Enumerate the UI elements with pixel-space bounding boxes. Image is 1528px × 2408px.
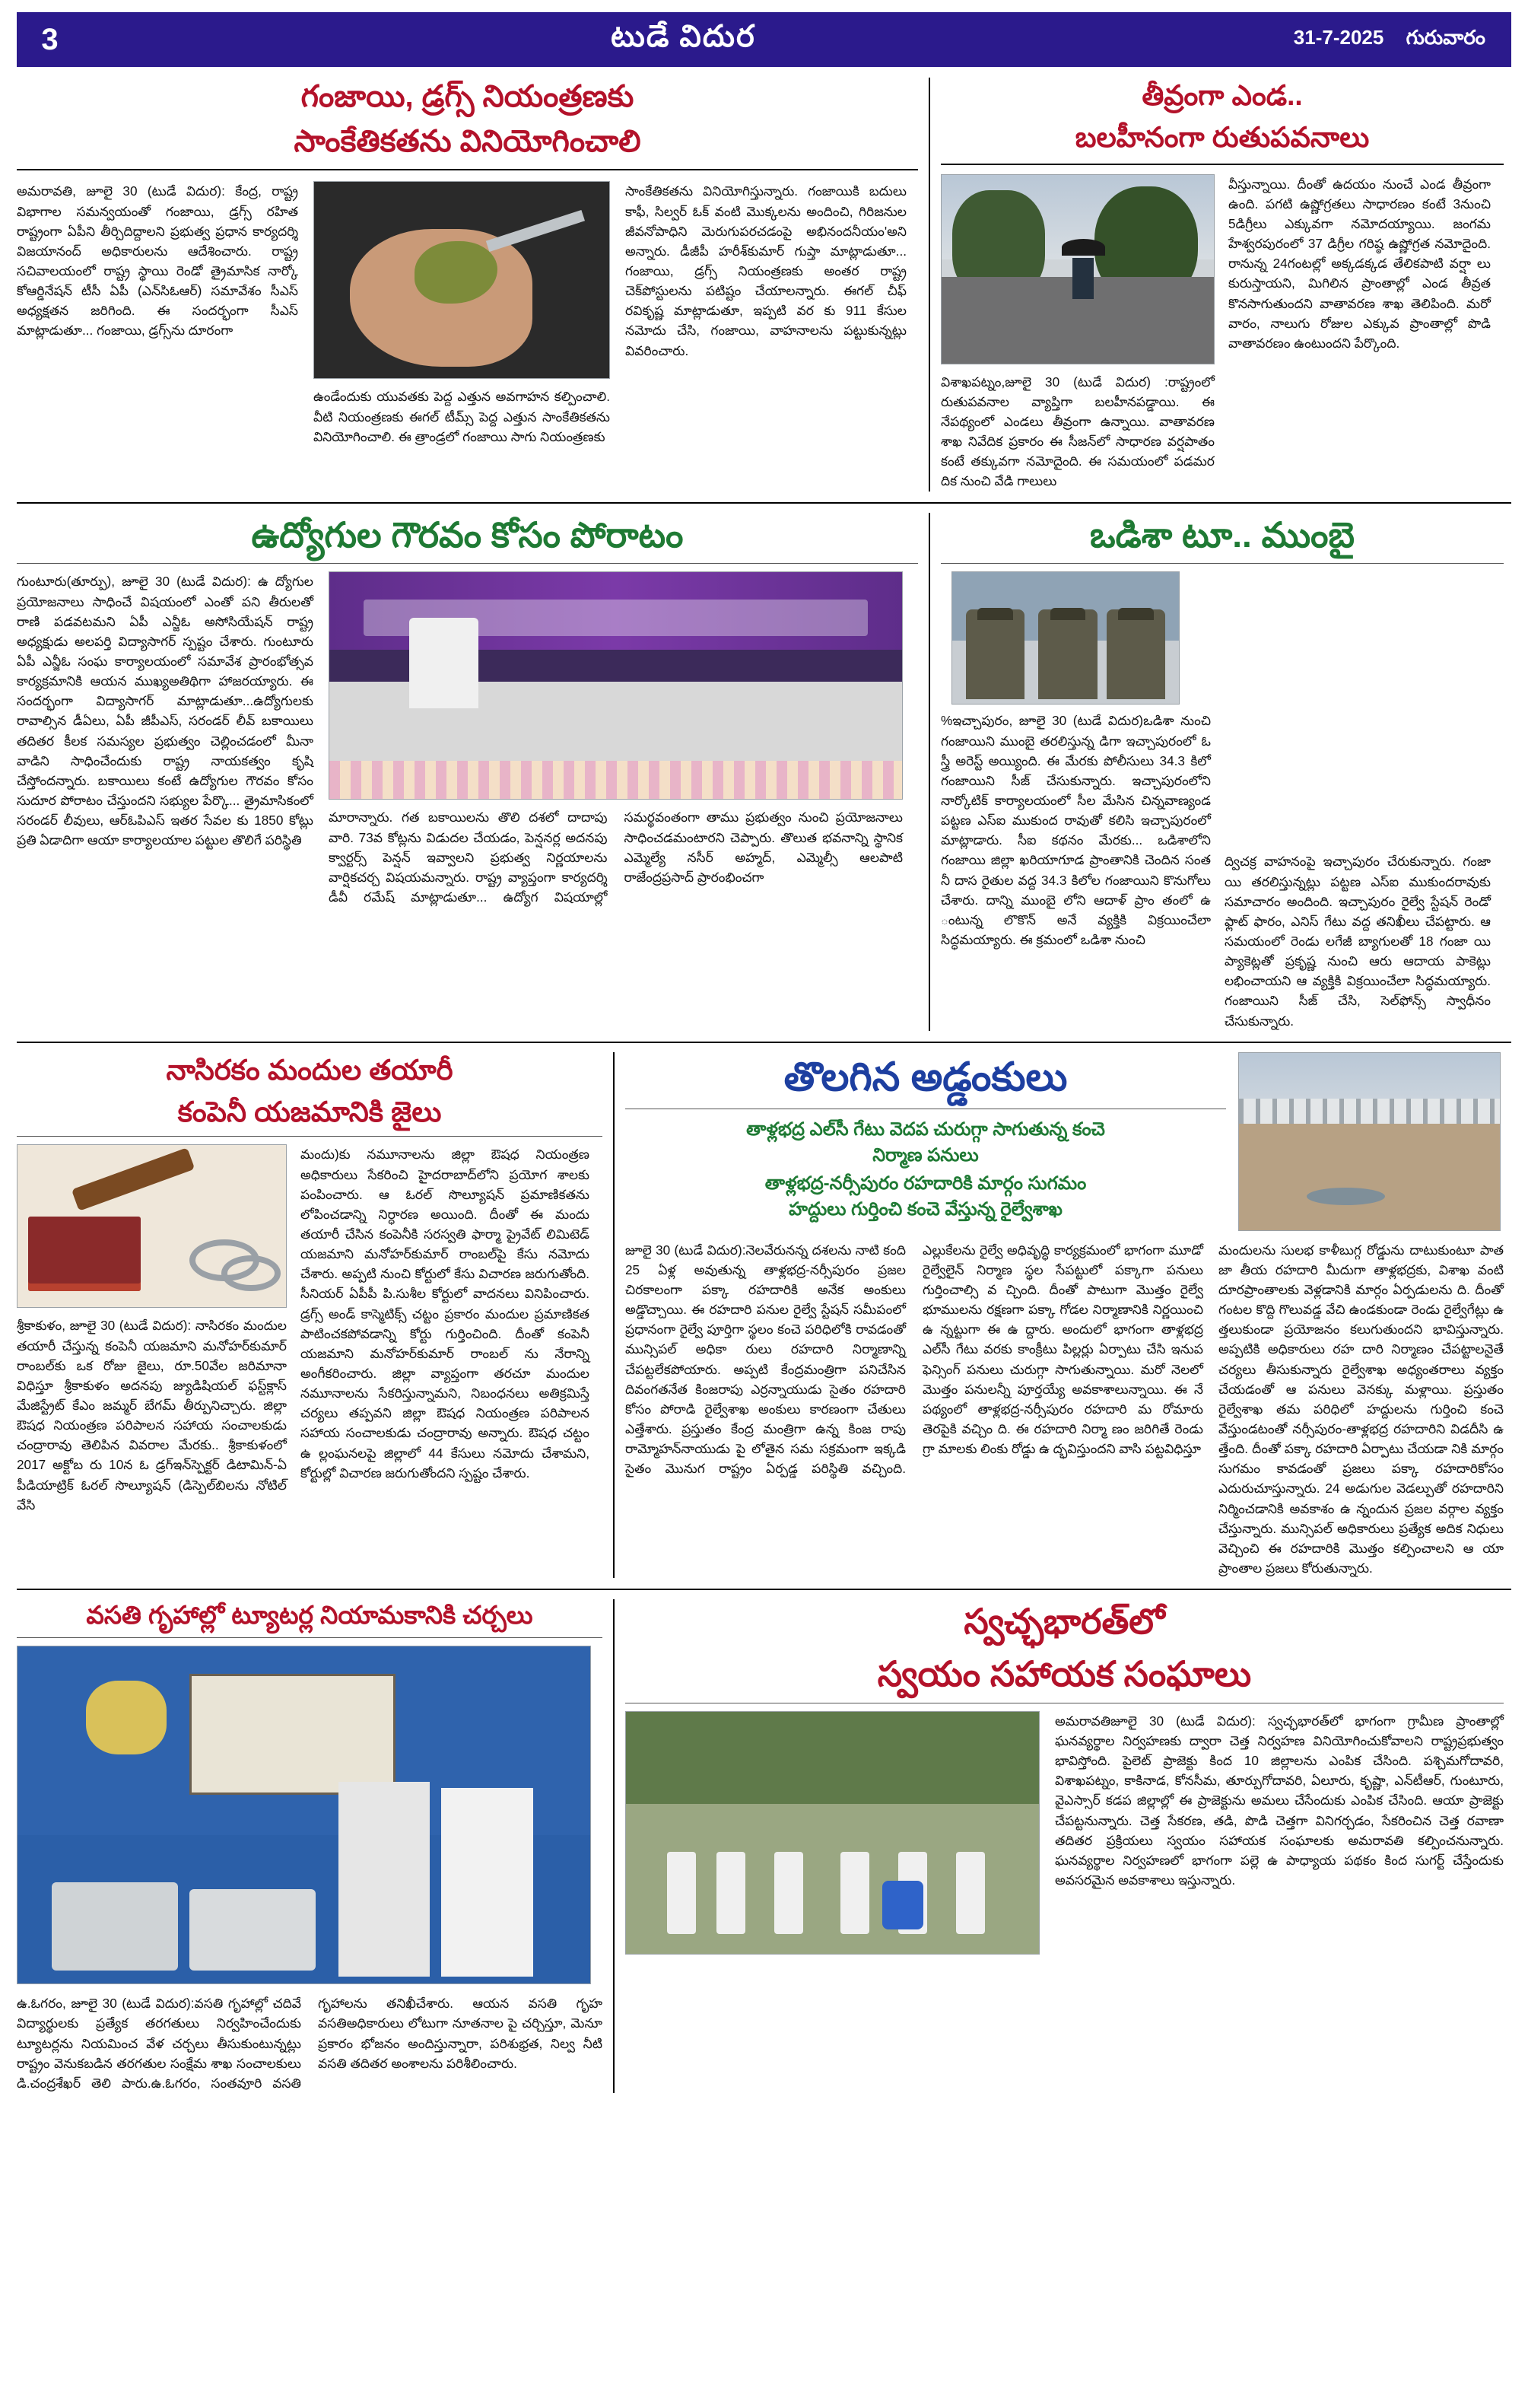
third-row [17, 1052, 1511, 1578]
divider [17, 1637, 602, 1638]
weekday-text: గురువారం [1406, 25, 1485, 49]
article6-col1: జూలై 30 (టుడే విదుర):నెలవేరునన్న దశలను నాటి కంది 25 ఏళ్ల అవుతున్న తాళ్లభద్ర-నర్సీపురం ప్రజల చిరకాలంగా పక్కా రహదారికి అనేక అంకులు అడ్డొచ్చాయి. ఈ రహదారి పనుల రైల్వే స్టేషన్ సమీపంలో ప్రధానంగా రైల్వే పూర్తిగా స్థలం కంచె పరిధిలోకి రావడంతో మున్సిపల్ అధికా రులు రహదారి నిర్మాణాన్ని చేపట్టలేకపోయారు. అప్పటి కేంద్రమంత్రిగా పనిచేసిన దివంగతనేత కింజరాపు ఎర్రన్నాయుడు సైతం రహదారి కోసం పోరాడి రైల్వేశాఖ అంకులు కారణంగా చేతులు ఎత్తేశారు. ప్రస్తుతం కేంద్ర మంత్రిగా ఉన్న కింజ రాపు రామ్మోహన్‌నాయుడు పై లోతైన సమ సక్రమంగా ఇక్కడి సైతం మొనుగ రాష్ట్రం ఏర్పడ్డ పరిస్థితి వచ్చింది. ఎల్లుకేలను రైల్వే అధివృద్ధి కార్యక్రమంలో భాగంగా మూడో రైల్వేలైన్ నిర్మాణ స్థల సేపట్టులో పక్కాగా పనులు గుర్తించాల్సి వ చ్చింది. దీంతో పాటుగా మొత్తం రైల్వే భూములను రక్షణగా పక్కా గోడల నిర్మాణానికి నిర్ణయించి ఉ న్నట్టుగా ఈ ఉ ద్దారు. అందులో భాగంగా తాళ్లభద్ర ఎల్‌సీ గేటు వరకు కాంక్రీటు పిల్లర్లు ఏర్పాటు చేసి ఇనుప ఫెన్సింగ్ పనులు చురుగ్గా సాగుతున్నాయి. మరో నెలలో మొత్తం పనులన్నీ పూర్తయ్యే అవకాశాలున్నాయి. ఈ నే పథ్యంలో తాళ్లభద్ర-నర్సీపురం రహదారి మ రోమారు తెరపైకి వచ్చిం ది. ఈ రహదారి నిర్మా ణం జరిగితే రెండు గ్రా మాలకు లింకు రోడ్డు ఉ ద్భవిస్తుందని వాసి పట్టవిధిస్తూ [625, 1242, 1203, 1477]
divider [17, 169, 918, 170]
article-swachh-bharat [625, 1599, 1504, 2093]
article3-col1: గుంటూరు(తూర్పు), జూలై 30 (టుడే విదుర): ఉ ద్యోగుల ప్రయోజనాలు సాధించే విషయంలో ఎంతో పని తీరులతో రాణి పడవటమని ఏపీ ఎన్జీఓ అసోసియేషన్ రాష్ట్ర అధ్యక్షుడు అలపర్తి విద్యాసాగర్ స్పష్టం చేశారు. గుంటూరు ఏపీ ఎన్జీఓ సంఘ కార్యాలయంలో సమావేశ ప్రారంభోత్సవ కార్యక్రమానికి ఆయన ముఖ్యఅతిథిగా హాజరయ్యారు. ఈ సందర్భంగా విద్యాసాగర్ మాట్లాడుతూ...ఉద్యోగులకు రావాల్సిన డీఏలు, ఏపీ జీపీఎస్, సరండర్ లీవ్ బకాయిలు తదితర కీలక సమస్యల ప్రభుత్వం చెల్లించడంలో మీనా వాడిని సాధించేందుకు రాష్ట్ర నాయకత్వం కృషి చేస్తోందన్నారు. బకాయిలు కంటే ఉద్యోగుల గౌరవం కోసం సుదూర పోరాటం చేస్తుందని సభ్యుల పేర్కొ... త్రైమాసికంలో సరండర్ లీవులు, ఆర్‌ఓపిఎస్ ఇతర సేవల కు 1850 కోట్లు ప్రతి ఏడాదిగా ఆయా కార్యాలయాల పట్టుల తొలిగే పరిస్థితి [17, 574, 313, 848]
top-row [17, 78, 1511, 491]
article5-col2: మందు)కు నమూనాలను జిల్లా ఔషధ నియంత్రణ అధికారులు సేకరించి హైదరాబాద్‌లోని ప్రయోగ శాలకు పంపించారు. ఆ ఓరల్ సొల్యూషన్ ప్రమాణికతను లోపించడాన్ని నిర్ధారణ అయింది. దీంతో ఈ మందు తయారీ చేసిన కంపెనీకి సరస్వతి ఫార్మా ప్రైవేట్ లిమిటెడ్ యజమాని మనోహర్‌కుమార్ రాంబల్‌పై కేసు నమోదు చేశారు. అప్పటి నుంచి కోర్టులో కేసు విచారణ జరుగుతోంది. సీనియర్ ఏపీపీ పి.సుశీల కోర్టులో వాదనలు వినిపించారు. డ్రగ్స్ అండ్ కాస్మెటిక్స్ చట్టం ప్రకారం మందుల ప్రమాణికత పాటించకపోవడాన్ని కోర్టు గుర్తించింది. దీంతో కంపెనీ యజమాని మనోహర్‌కుమార్ రాంబల్ ను నేరాన్ని అంగీకరించారు. జిల్లా వ్యాప్తంగా తరచూ మందుల నమూనాలను సేకరిస్తున్నామని, నిబంధనలు అతిక్రమిస్తే చర్యలు తప్పవని జిల్లా ఔషధ నియంత్రణ పరిపాలన సహాయ సంచాలకుడు చంద్రారావు అన్నారు. ఔషధ చట్టం ఉ ల్లంఘనలపై జిల్లాలో 44 కేసులు నమోదు చేశామని, కోర్టుల్లో విచారణ జరుగుతోందని స్పష్టం చేశారు. [300, 1147, 589, 1481]
article6-col2: మందులను సులభ కాళీబుగ్గ రోడ్డును దాటుకుంటూ పాత జా తీయ రహదారి మీదుగా తాళ్లభద్రకు, విశాఖ వంటి దూరప్రాంతాలకు వెళ్లడానికి మార్గం ఏర్పడులను ది. దీంతో గంటల కొద్ది గొలువడ్డ వేచి ఉండకుండా రెండు రైల్వేగేట్లు ఉ త్తలుకుండా ప్రయోజనం కలుగుతుందని భావిస్తున్నారు. అప్పటికి అధికారులు రహ దారి నిర్మాణం చేపట్టాలనైతే చర్యలు తీసుకున్నారు రైల్వేశాఖ అధ్యంతరాలు వ్యక్తం చేయడంతో ఆ పనులు వెనక్కు మళ్లాయి. ప్రస్తుతం రైల్వేశాఖ తమ పరిధిలో హద్దులను గుర్తించి కంచె వేస్తుండటంతో నర్సీపురం-తాళ్లభద్ర రహదారిని విడదీసి ఉ త్తేంది. దీంతో పక్కా రహదారి ఏర్పాటు చేయడా నికి మార్గం సుగమం కావడంతో ప్రజలు పక్కా రహదారికోసం ఎదురుచూస్తున్నారు. 24 అడుగుల వెడల్పుతో రహదారిని నిర్మించడానికి అవకాశం ఉ న్నందున ప్రజల వర్గాల వ్యక్తం చేస్తున్నారు. మున్సిపల్ అధికారులు ప్రత్యేక అదిక నిధులు వెచ్చించి ఈ రహదారికి మొత్తం కల్పించాలని ఆ యా ప్రాంతాల ప్రజలు కోరుతున్నారు. [1218, 1242, 1504, 1576]
cannabis-hand-photo [313, 181, 610, 379]
divider [17, 563, 918, 564]
article6-headline: తొలగిన అడ్డంకులు [783, 1054, 1068, 1099]
article7-body: ఉ.ఓగరం, జూలై 30 (టుడే విదుర):వసతి గృహాల్లో చదివే విద్యార్థులకు ప్రత్యేక తరగతులు నిర్వహించేందుకు ట్యూటర్లను నియమించ వేళ చర్చలు తీసుకుంటున్నట్లు రాష్ట్రం వెనుకబడిన తరగతుల సంక్షేమ శాఖ సంచాలకులు డి.చంద్రశేఖర్ తెలి పారు.ఉ.ఓగరం, సంతవూరి వసతి గృహాలను తనిఖీచేశారు. ఆయన వసతి గృహ వసతిఅధికారులు లోటుగా నూతనాల పై చర్చిస్తూ, మెనూ ప్రకారం భోజనం అందిస్తున్నారా, పరిశుభ్రత, నిల్వ నీటి వసతి తదితర అంశాలను పరిశీలించారు. [17, 1996, 602, 2091]
page-number: 3 [41, 22, 59, 56]
article7-headline: వసతి గృహాల్లో ట్యూటర్ల నియామకానికి చర్చలు [86, 1601, 533, 1630]
article5-headline-line2: కంపెనీ యజమానికి జైలు [177, 1096, 442, 1128]
article-weather [941, 78, 1504, 491]
article5-headline-line1: నాసిరకం మందుల తయారీ [166, 1054, 453, 1086]
column-divider [929, 78, 930, 491]
fourth-row [17, 1599, 1511, 2093]
section-divider-3 [17, 1589, 1511, 1590]
article1-headline-line1: గంజాయి, డ్రగ్స్ నియంత్రణకు [300, 80, 634, 113]
article8-headline-line2: స్వయం సహాయక సంఘాలు [877, 1653, 1252, 1694]
article-employees-struggle [17, 513, 918, 1031]
article-road-obstacles [625, 1052, 1504, 1578]
newspaper-title: టుడే విదుర [611, 18, 756, 53]
article2-headline-line2: బలహీనంగా రుతుపవనాలు [1075, 122, 1370, 154]
article4-col1: %ఇచ్చాపురం, జూలై 30 (టుడే విదుర)ఒడిశా నుంచి గంజాయిని ముంబై తరలిస్తున్న డిగా ఇచ్చాపురంలో ఓ స్త్రీ అరెస్ట్ అయ్యింది. ఈ మేరకు పోలీసులు 34.3 కిలో గంజాయిని సీజ్ చేసుకున్నారు. ఇచ్చాపురంలోని నార్కోటిక్ కార్యాలయంలో సీల మేసిన చిన్నవాణ్యండ పట్టణ ఎస్ఐ ముకుంద రావుతో కలిసి ఇచ్చాపురంలో మాట్లాడారు. సీఐ కథనం మేరకు... ఒడిశాలోని గంజాయి జిల్లా ఖరియాగూడ ప్రాంతానికి చెందిన సంత నీ దాస రైతుల వద్ద 34.3 కిలోల గంజాయిని కొనుగోలు చేశారు. దాన్ని ముంబై లోని ఆదాళ్ ప్రాం తంలో ఉ ంటున్న లొకొన్ అనే వ్యక్తికి విక్రయించేలా సిద్ధమయ్యారు. ఈ క్రమంలో ఒడిశా నుంచి [941, 713, 1211, 947]
article2-col1: విశాఖపట్నం,జూలై 30 (టుడే విదుర) :రాష్ట్రంలో రుతుపవనాల వ్యాప్తిగా బలహీనపడ్డాయి. ఈ నేపథ్యంలో ఎండలు తీవ్రంగా ఉన్నాయి. వాతావరణ శాఖ నివేదిక ప్రకారం ఈ సీజన్‌లో సాధారణ వర్షపాతం కంటే తక్కువగా నమోదైంది. ఈ సమయంలో పడమర దిక నుంచి వేడి గాలులు [941, 374, 1215, 489]
police-officers-photo [951, 571, 1180, 705]
article1-col3: సాంకేతికతను వినియోగిస్తున్నారు. గంజాయికి బదులు కాఫీ, సిల్వర్ ఓక్ వంటి మొక్కలను అందించి, గిరిజనుల జీవనోపాధిని మెరుగుపరచడంపై అభినందనీయం'అని అన్నారు. డీజీపీ హరీశ్‌కుమార్ గుప్తా మాట్లాడుతూ... గంజాయి, డ్రగ్స్ నియంత్రణకు అంతర రాష్ట్ర చెక్‌పోస్టులను పటిష్టం చేయాలన్నారు. ఈగల్ చీఫ్ రవికృష్ణ మాట్లాడుతూ, ఇప్పటి వర కు 911 కేసుల నమోదు చేసి, గంజాయి, వాహనాలను పట్టుకున్నట్లు వివరించారు. [625, 183, 907, 358]
gavel-handcuffs-photo [17, 1144, 287, 1308]
hostel-kitchen-photo [17, 1646, 591, 1984]
article4-col2: ద్విచక్ర వాహనంపై ఇచ్చాపురం చేరుకున్నారు. గంజా యి తరలిస్తున్నట్లు పట్టణ ఎస్ఐ ముకుందరావుకు సమాచారం అందింది. ఇచ్చాపురం రైల్వే స్టేషన్ రెండో ఫ్లాట్ ఫారం, ఎనిస్ గేటు వద్ద తనిఖీలు చేపట్టారు. ఆ సమయంలో రెండు లగేజీ బ్యాగులతో 18 గంజా యి ప్యాకెట్లతో ప్రకృష్ణ నుంచి ఆరు ఆదాయ పాకెట్లు లభించాయని ఆ వ్యక్తికి విక్రయించేలా సిద్ధమయ్యారు. గంజాయిని సీజ్ చేసి, సెల్‌ఫోన్స్ స్వాధీనం చేసుకున్నారు. [1225, 854, 1491, 1029]
article8-headline-line1: స్వచ్ఛభారత్‌లో [964, 1602, 1165, 1642]
divider [941, 563, 1504, 564]
article4-headline: ఒడిశా టూ.. ముంబై [1089, 514, 1355, 555]
article5-col1: శ్రీకాకుళం, జూలై 30 (టుడే విదుర): నాసిరకం మందుల తయారీ చేస్తున్న కంపెనీ యజమాని మనోహర్‌కుమార్ రాంబల్‌కు ఒక రోజు జైలు, రూ.50వేల జరిమానా విధిస్తూ శ్రీకాకుళం అదనపు జ్యుడిషియల్ ఫస్ట్‌క్లాస్ మేజిస్ట్రేట్ కేఎం జమ్మర్ బేగమ్ తీర్పునిచ్చారు. జిల్లా ఔషధ నియంత్రణ పరిపాలన సహాయ సంచాలకుడు చంద్రారావు తెలిపిన వివరాల మేరకు.. శ్రీకాకుళంలో 2017 అక్టోబ రు 10న ఓ డ్రగ్‌ఇన్‌స్పెక్టర్ డిటామిన్-ఏ పీడియాట్రిక్ ఓరల్ సొల్యూషన్ (డిస్పెల్‌బిలను నోటిల్ వేసి [17, 1318, 287, 1513]
column-divider [613, 1599, 615, 2093]
article6-subhead-line4: హద్దులు గుర్తించి కంచె వేస్తున్న రైల్వేశాఖ [789, 1199, 1063, 1220]
article1-headline-line2: సాంకేతికతను వినియోగించాలి [294, 125, 641, 159]
article6-subhead-line3: తాళ్లభద్ర-నర్సీపురం రహదారికి మార్గం సుగమం [764, 1173, 1087, 1194]
article6-subhead-line1: తాళ్లభద్ర ఎల్‌సీ గేటు వెదప చురుగ్గా సాగుతున్న కంచె [746, 1119, 1105, 1140]
article3-headline: ఉద్యోగుల గౌరవం కోసం పోరాటం [251, 514, 684, 555]
date-text: 31-7-2025 [1293, 25, 1384, 49]
article3-col2: మారాన్నారు. గత బకాయిలను తొలి దశలో దాదాపు వారి. 73వ కోట్లను విడుదల చేయడం, పెన్షనర్ల అదనపు క్వార్టర్స్ పెన్షన్ ఇవ్వాలని ప్రభుత్వ నిర్ణయాలను వార్షికచర్చ విషయమన్నారు. రాష్ట్ర వ్యాప్తంగా కార్యదర్శి డీవీ రమేష్ మాట్లాడుతూ... ఉద్యోగ విషయాల్లో సమర్థవంతంగా తాము ప్రభుత్వం నుంచి ప్రయోజనాలు సాధించడమంటారని చెప్పారు. తొలుత భవనాన్ని స్థానిక ఎమ్మెల్యే నసీర్ అహ్మద్, ఎమ్మెల్సీ ఆలపాటి రాజేంద్రప్రసాద్ ప్రారంభించగా [329, 810, 903, 905]
article8-body: అమరావతిజూలై 30 (టుడే విదుర): స్వచ్ఛభారత్‌లో భాగంగా గ్రామీణ ప్రాంతాల్లో ఘనవ్యర్థాల నిర్వహణకు ద్వారా చెత్త నిర్వహణ వినియోగించుకోవాలని రాష్ట్రప్రభుత్వం భావిస్తోంది. పైలెట్ ప్రాజెక్టు కింద 10 జిల్లాలను ఎంపిక చేసింది. పశ్చిమగోదావరి, విశాఖపట్నం, కాకినాడ, కోనసీమ, తూర్పుగోదావరి, ఏలూరు, కృష్ణా, ఎన్‌టీఆర్, గుంటూరు, వైఎస్సార్ కడప జిల్లాల్లో ఈ ప్రాజెక్టును అమలు చేసేందుకు ఎంపిక చేసింది. ఆయా ప్రాజెక్టు చేపట్టనున్నారు. చెత్త సేకరణ, తడి, పొడి చెత్తగా వినిగర్చడం, సేకరించిన చెత్త రవాణా తదితర ప్రక్రియలు స్వయం సహాయక సంఘాలకు అమరావతి కల్పించనున్నారు. ఘనవ్యర్థాల నిర్వహణలో భాగంగా పల్లె ఉ పాధ్యాయ పథకం కింద సుగర్ట్ చేస్తేందుకు అవసరమైన అవకాశాలు ఇస్తున్నారు. [1055, 1713, 1504, 1888]
article-ganja-control [17, 78, 918, 491]
rain-road-photo [941, 174, 1215, 364]
road-construction-photo [1238, 1052, 1501, 1231]
divider [941, 164, 1504, 165]
second-row [17, 513, 1511, 1031]
article1-col2: ఉండేందుకు యువతకు పెద్ద ఎత్తున అవగాహన కల్పించాలి. వీటి నియంత్రణకు ఈగల్ టీమ్స్ పెద్ద ఎత్తున సాంకేతికతను వినియోగించాలి. ఈ త్రాండ్రలో గంజాయి సాగు నియంత్రణకు [313, 389, 610, 444]
masthead-date [1294, 26, 1501, 54]
article-drug-company-jail [17, 1052, 602, 1578]
swachh-bharat-photo [625, 1711, 1040, 1955]
divider [17, 1136, 602, 1137]
article1-col1: అమరావతి, జూలై 30 (టుడే విదుర): కేంద్ర, రాష్ట్ర విభాగాల సమన్వయంతో గంజాయి, డ్రగ్స్ రహిత రాష్ట్రంగా ఏపీని తీర్చిదిద్దాలని ప్రభుత్వ ప్రధాన కార్యదర్శి విజయానంద్ అధికారులను ఆదేశించారు. రాష్ట్ర సచివాలయంలో రాష్ట్ర స్థాయి రెండో త్రైమాసిక నార్కో కోఆర్డినేషన్ టీసీ ఏపీ (ఎన్‌సిఓఆర్) సమావేశం సీఎస్ అధ్యక్షతన జరిగింది. ఈ సందర్భంగా సీఎస్ మాట్లాడుతూ... గంజాయి, డ్రగ్స్‌ను దూరంగా [17, 183, 298, 339]
article6-subhead-line2: నిర్మాణ పనులు [872, 1144, 979, 1166]
column-divider [929, 513, 930, 1031]
article2-col2: వీస్తున్నాయి. దీంతో ఉదయం నుంచే ఎండ తీవ్రంగా ఉంది. పగటి ఉష్ణోగ్రతలు సాధారణం కంటే 3నుంచి 5డిగ్రీలు ఎక్కువగా నమోదయ్యాయి. జంగమ హేశ్వరపురంలో 37 డిగ్రీల గరిష్ఠ ఉష్ణోగ్రత నమోదైంది. రానున్న 24గంటల్లో అక్కడక్కడ తేలికపాటి వర్షా లు కురుస్తాయని, మిగిలిన ప్రాంతాల్లో ఎండ తీవ్రత కొనసాగుతుందని వాతావరణ శాఖ తెలిపింది. మరో వారం, నాలుగు రోజుల ఎక్కువ ప్రాంతాల్లో పొడి వాతావరణం ఉంటుందని పేర్కొంది. [1228, 176, 1491, 351]
section-divider-2 [17, 1042, 1511, 1043]
section-divider-1 [17, 502, 1511, 504]
article-odisha-mumbai [941, 513, 1504, 1031]
ngo-meeting-photo [329, 571, 903, 800]
column-divider [613, 1052, 615, 1578]
article-hostel-tutors [17, 1599, 602, 2093]
article2-headline-line1: తీవ్రంగా ఎండ.. [1142, 80, 1303, 111]
masthead [17, 12, 1511, 67]
